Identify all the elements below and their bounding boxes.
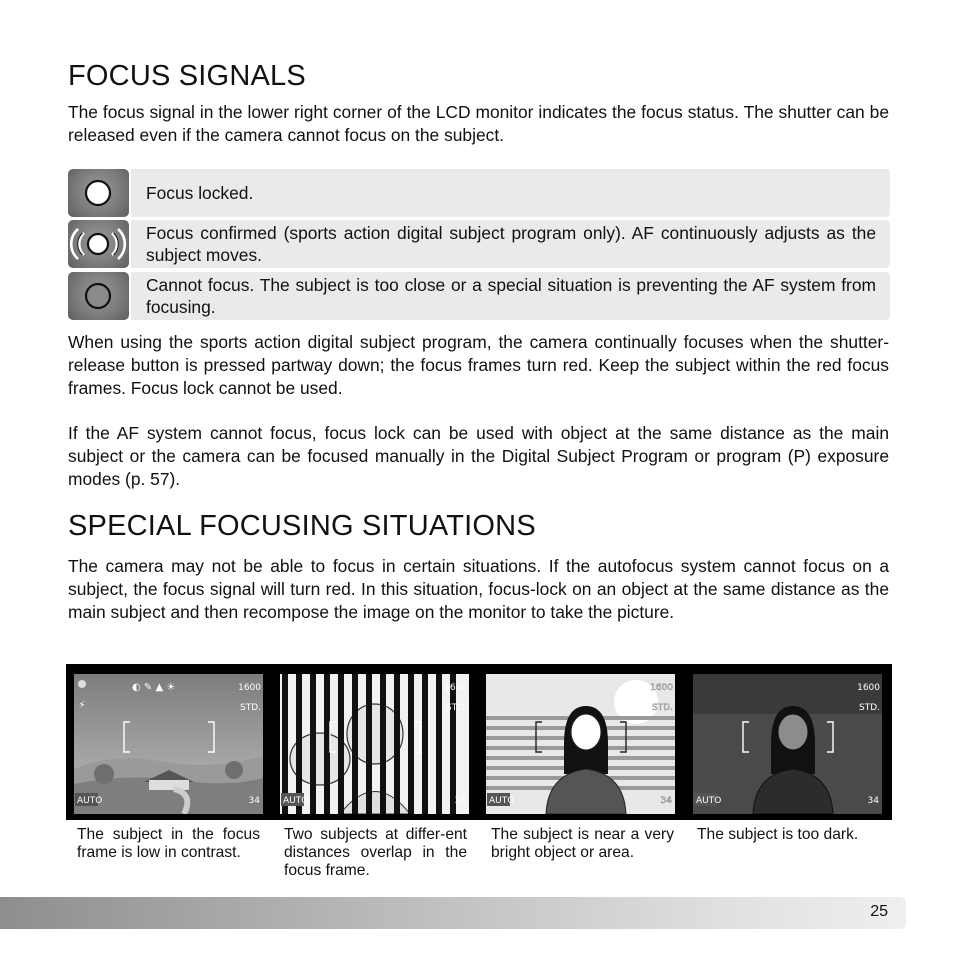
osd-frames: 34 <box>660 796 672 806</box>
osd-mode: AUTO <box>77 796 103 806</box>
osd-frames: 34 <box>454 796 466 806</box>
signal-row-locked <box>68 169 890 217</box>
af-paragraph: If the AF system cannot focus, focus lock can be used with object at the same distance as the main subject or the camera can be focused manually in the Digital Subject Program or program (P) exposure modes (p. 57). <box>68 423 889 489</box>
osd-quality: STD. <box>239 703 261 713</box>
caption-dark: The subject is too dark. <box>697 826 859 843</box>
page-number: 25 <box>870 903 888 920</box>
signal-row-cannot-focus <box>68 272 890 320</box>
osd-quality: STD. <box>445 703 467 713</box>
example-photo-strip <box>66 664 892 820</box>
osd-mode: AUTO <box>283 796 309 806</box>
footer-bar <box>0 897 906 929</box>
cannot-focus-icon <box>68 272 129 320</box>
signal-row-confirmed <box>68 220 890 268</box>
example-photo-low-contrast <box>74 674 263 814</box>
focus-locked-icon <box>68 169 129 217</box>
osd-frames: 34 <box>867 796 879 806</box>
example-photo-dark <box>693 674 882 814</box>
osd-resolution: 1600 <box>444 683 467 693</box>
osd-icons: ◐ ✎ ▲ ☀ <box>132 682 176 693</box>
osd-resolution: 1600 <box>857 683 880 693</box>
svg-text:⚡: ⚡ <box>78 700 86 711</box>
signal-text-cannot-focus: Cannot focus. The subject is too close or a special situation is preventing the AF system from focusing. <box>146 275 876 317</box>
osd-resolution: 1600 <box>238 683 261 693</box>
caption-bright: The subject is near a very bright object or area. <box>491 826 674 861</box>
osd-quality: STD. <box>858 703 880 713</box>
special-focusing-title: SPECIAL FOCUSING SITUATIONS <box>68 510 536 542</box>
focus-signals-title: FOCUS SIGNALS <box>68 60 306 92</box>
sports-paragraph: When using the sports action digital subject program, the camera continually focuses when the shutter-release button is pressed partway down; the focus frames turn red. Keep the subject within the red focus frames. Focus lock cannot be used. <box>68 332 889 398</box>
caption-overlap: Two subjects at differ-ent distances overlap in the focus frame. <box>284 826 467 879</box>
osd-mode: AUTO <box>696 796 722 806</box>
signal-text-confirmed: Focus confirmed (sports action digital subject program only). AF continuously adjusts as the subject moves. <box>146 223 876 265</box>
caption-low-contrast: The subject in the focus frame is low in contrast. <box>77 826 260 861</box>
focus-signals-intro: The focus signal in the lower right corner of the LCD monitor indicates the focus status. The shutter can be released even if the camera cannot focus on the subject. <box>68 102 889 145</box>
focus-confirmed-icon <box>68 220 129 268</box>
osd-resolution: 1600 <box>650 683 673 693</box>
osd-quality: STD. <box>651 703 673 713</box>
special-focusing-intro: The camera may not be able to focus in certain situations. If the autofocus system cannot focus on a subject, the focus signal will turn red. In this situation, focus-lock on an object at the same distance as the main subject and then recompose the image on the monitor to take the picture. <box>68 556 889 622</box>
example-photo-bright <box>486 674 675 814</box>
example-photo-overlap <box>280 674 469 814</box>
osd-mode: AUTO <box>489 796 515 806</box>
osd-frames: 34 <box>248 796 260 806</box>
signal-text-locked: Focus locked. <box>146 183 254 203</box>
